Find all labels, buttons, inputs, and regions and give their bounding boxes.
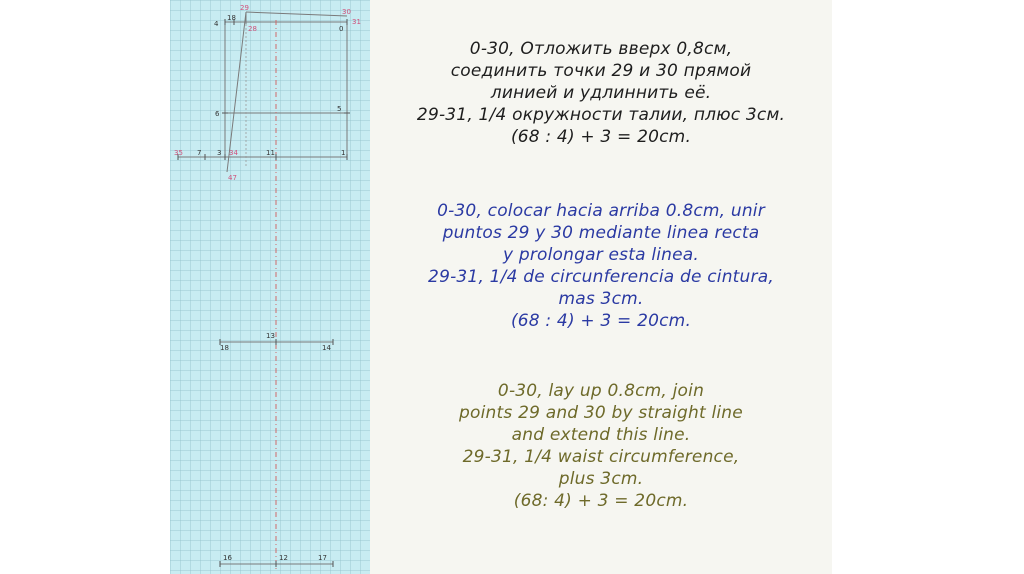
english-line: 29-31, 1/4 waist circumference, bbox=[462, 447, 740, 467]
point-label-18: 18 bbox=[220, 344, 229, 352]
point-label-13: 13 bbox=[266, 332, 275, 340]
russian-line: 0-30, Отложить вверх 0,8см, bbox=[469, 39, 733, 59]
line-29-31 bbox=[246, 12, 347, 16]
spanish-line: 29-31, 1/4 de circunferencia de cintura, bbox=[428, 267, 774, 287]
spanish-line: mas 3cm. bbox=[558, 289, 644, 309]
point-label-14: 14 bbox=[322, 344, 331, 352]
english-line: 0-30, lay up 0.8cm, join bbox=[497, 381, 705, 401]
spanish-instructions bbox=[370, 200, 832, 332]
spanish-line: puntos 29 y 30 mediante linea recta bbox=[442, 223, 760, 243]
point-label-17: 17 bbox=[318, 554, 327, 562]
point-label-34: 34 bbox=[229, 149, 238, 157]
point-label-30: 30 bbox=[342, 8, 351, 16]
pattern-drawing bbox=[170, 0, 370, 574]
instructions-panel bbox=[370, 0, 832, 574]
russian-line: линией и удлиннить её. bbox=[490, 83, 712, 103]
line-29-47 bbox=[227, 12, 246, 172]
spanish-line: 0-30, colocar hacia arriba 0.8cm, unir bbox=[437, 201, 765, 221]
english-line: points 29 and 30 by straight line bbox=[459, 403, 743, 423]
spanish-line: (68 : 4) + 3 = 20cm. bbox=[510, 311, 692, 331]
point-label-11: 11 bbox=[266, 149, 275, 157]
spanish-line: y prolongar esta linea. bbox=[502, 245, 700, 265]
point-label-4: 4 bbox=[214, 20, 219, 28]
point-label-7: 7 bbox=[197, 149, 202, 157]
point-label-28: 28 bbox=[248, 25, 257, 33]
point-label-47: 47 bbox=[228, 174, 237, 182]
point-label-5: 5 bbox=[337, 105, 342, 113]
english-instructions bbox=[370, 380, 832, 512]
russian-line: 29-31, 1/4 окружности талии, плюс 3см. bbox=[416, 105, 786, 125]
english-line: and extend this line. bbox=[511, 425, 691, 445]
point-label-18-top: 18 bbox=[227, 14, 236, 22]
point-label-29: 29 bbox=[240, 4, 249, 12]
point-label-6: 6 bbox=[215, 110, 220, 118]
point-label-3: 3 bbox=[217, 149, 222, 157]
point-label-12: 12 bbox=[279, 554, 288, 562]
point-label-16: 16 bbox=[223, 554, 232, 562]
russian-instructions bbox=[370, 38, 832, 148]
point-label-35: 35 bbox=[174, 149, 183, 157]
point-label-0: 0 bbox=[339, 25, 344, 33]
point-label-1: 1 bbox=[341, 149, 346, 157]
point-label-31: 31 bbox=[352, 18, 361, 26]
english-line: (68: 4) + 3 = 20cm. bbox=[513, 491, 689, 511]
russian-line: (68 : 4) + 3 = 20cm. bbox=[510, 127, 692, 147]
english-line: plus 3cm. bbox=[558, 469, 644, 489]
russian-line: соединить точки 29 и 30 прямой bbox=[450, 61, 752, 81]
